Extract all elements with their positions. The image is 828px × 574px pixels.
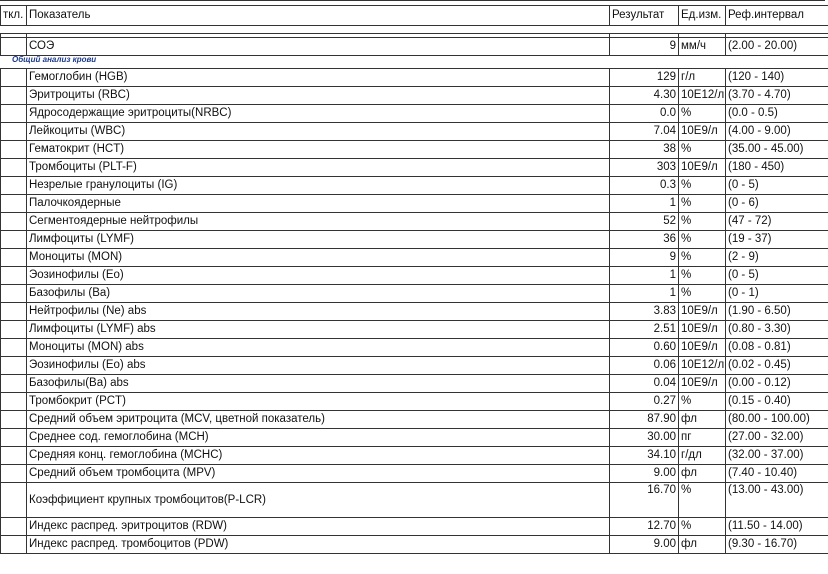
header-result: Результат bbox=[610, 6, 679, 26]
table-row bbox=[1, 123, 828, 141]
row-name: Лимфоциты (LYMF) abs bbox=[27, 321, 610, 339]
row-ref: (7.40 - 10.40) bbox=[726, 465, 828, 483]
table-row bbox=[1, 321, 828, 339]
row-result: 87.90 bbox=[610, 411, 679, 429]
row-name: Гематокрит (HCT) bbox=[27, 141, 610, 159]
row-unit: мм/ч bbox=[679, 38, 726, 56]
row-ref: (47 - 72) bbox=[726, 213, 828, 231]
row-code bbox=[1, 321, 27, 339]
table-row bbox=[1, 141, 828, 159]
row-code bbox=[1, 536, 27, 554]
row-unit: 10E9/л bbox=[679, 123, 726, 141]
table-row bbox=[1, 357, 828, 375]
row-result: 9 bbox=[610, 249, 679, 267]
row-result: 9 bbox=[610, 38, 679, 56]
row-ref: (13.00 - 43.00) bbox=[726, 483, 828, 518]
table-row bbox=[1, 105, 828, 123]
row-code bbox=[1, 231, 27, 249]
row-name: Моноциты (MON) abs bbox=[27, 339, 610, 357]
row-name: Базофилы (Ba) bbox=[27, 285, 610, 303]
section-title: Общий анализ крови bbox=[12, 55, 97, 64]
row-result: 30.00 bbox=[610, 429, 679, 447]
row-result: 52 bbox=[610, 213, 679, 231]
table-row bbox=[1, 249, 828, 267]
row-name: Ядросодержащие эритроциты(NRBC) bbox=[27, 105, 610, 123]
header-row bbox=[1, 6, 828, 26]
table-row bbox=[1, 447, 828, 465]
row-ref: (120 - 140) bbox=[726, 69, 828, 87]
row-code bbox=[1, 69, 27, 87]
row-ref: (0 - 6) bbox=[726, 195, 828, 213]
row-code bbox=[1, 177, 27, 195]
row-result: 1 bbox=[610, 285, 679, 303]
table-row bbox=[1, 195, 828, 213]
table-row bbox=[1, 429, 828, 447]
esr-table bbox=[0, 33, 828, 56]
row-result: 36 bbox=[610, 231, 679, 249]
row-unit: фл bbox=[679, 465, 726, 483]
row-ref: (0.80 - 3.30) bbox=[726, 321, 828, 339]
row-unit: % bbox=[679, 177, 726, 195]
row-result: 9.00 bbox=[610, 465, 679, 483]
top-rule bbox=[0, 0, 825, 1]
row-name: Тромбокрит (PCT) bbox=[27, 393, 610, 411]
table-row bbox=[1, 87, 828, 105]
table-row bbox=[1, 393, 828, 411]
row-code bbox=[1, 267, 27, 285]
row-code bbox=[1, 339, 27, 357]
row-name: Индекс распред. тромбоцитов (PDW) bbox=[27, 536, 610, 554]
row-result: 0.04 bbox=[610, 375, 679, 393]
table-row bbox=[1, 69, 828, 87]
row-ref: (0 - 5) bbox=[726, 267, 828, 285]
row-result: 303 bbox=[610, 159, 679, 177]
row-code bbox=[1, 518, 27, 536]
row-ref: (0.00 - 0.12) bbox=[726, 375, 828, 393]
row-name: Индекс распред. эритроцитов (RDW) bbox=[27, 518, 610, 536]
row-name: Эритроциты (RBC) bbox=[27, 87, 610, 105]
row-ref: (32.00 - 37.00) bbox=[726, 447, 828, 465]
row-unit: % bbox=[679, 141, 726, 159]
table-row bbox=[1, 177, 828, 195]
cbc-table bbox=[0, 68, 828, 554]
row-result: 9.00 bbox=[610, 536, 679, 554]
row-unit: 10E12/л bbox=[679, 87, 726, 105]
row-name: Тромбоциты (PLT-F) bbox=[27, 159, 610, 177]
row-result: 16.70 bbox=[610, 483, 679, 518]
row-result: 0.60 bbox=[610, 339, 679, 357]
row-ref: (0.02 - 0.45) bbox=[726, 357, 828, 375]
row-ref: (180 - 450) bbox=[726, 159, 828, 177]
cbc-body bbox=[1, 69, 828, 554]
row-ref: (2.00 - 20.00) bbox=[726, 38, 828, 56]
row-unit: фл bbox=[679, 536, 726, 554]
row-name: Нейтрофилы (Ne) abs bbox=[27, 303, 610, 321]
row-name: Незрелые гранулоциты (IG) bbox=[27, 177, 610, 195]
row-code bbox=[1, 159, 27, 177]
row-ref: (2 - 9) bbox=[726, 249, 828, 267]
row-ref: (0 - 1) bbox=[726, 285, 828, 303]
row-unit: 10E9/л bbox=[679, 159, 726, 177]
row-code bbox=[1, 357, 27, 375]
row-name: Сегментоядерные нейтрофилы bbox=[27, 213, 610, 231]
row-result: 12.70 bbox=[610, 518, 679, 536]
row-ref: (3.70 - 4.70) bbox=[726, 87, 828, 105]
row-ref: (11.50 - 14.00) bbox=[726, 518, 828, 536]
row-result: 0.06 bbox=[610, 357, 679, 375]
row-name: Лейкоциты (WBC) bbox=[27, 123, 610, 141]
row-code bbox=[1, 447, 27, 465]
table-row bbox=[1, 536, 828, 554]
row-result: 0.27 bbox=[610, 393, 679, 411]
row-ref: (9.30 - 16.70) bbox=[726, 536, 828, 554]
row-unit: 10E9/л bbox=[679, 375, 726, 393]
row-name: СОЭ bbox=[27, 38, 610, 56]
row-code bbox=[1, 195, 27, 213]
row-result: 2.51 bbox=[610, 321, 679, 339]
row-name: Коэффициент крупных тромбоцитов(P-LCR) bbox=[27, 483, 610, 518]
table-row bbox=[1, 411, 828, 429]
row-name: Среднее сод. гемоглобина (MCH) bbox=[27, 429, 610, 447]
table-row bbox=[1, 159, 828, 177]
row-unit: 10E9/л bbox=[679, 321, 726, 339]
row-unit: 10E9/л bbox=[679, 339, 726, 357]
row-result: 1 bbox=[610, 195, 679, 213]
row-code bbox=[1, 483, 27, 518]
table-row bbox=[1, 285, 828, 303]
row-code bbox=[1, 213, 27, 231]
table-row bbox=[1, 375, 828, 393]
row-result: 38 bbox=[610, 141, 679, 159]
row-result: 129 bbox=[610, 69, 679, 87]
row-unit: % bbox=[679, 518, 726, 536]
row-unit: % bbox=[679, 483, 726, 518]
row-code bbox=[1, 141, 27, 159]
row-name: Средний объем эритроцита (MCV, цветной показатель) bbox=[27, 411, 610, 429]
header-name: Показатель bbox=[27, 6, 610, 26]
row-name: Моноциты (MON) bbox=[27, 249, 610, 267]
header-code: ткл. bbox=[1, 6, 27, 26]
row-name: Эозинофилы (Eo) bbox=[27, 267, 610, 285]
row-ref: (0.0 - 0.5) bbox=[726, 105, 828, 123]
row-name: Базофилы(Ba) abs bbox=[27, 375, 610, 393]
row-unit: г/дл bbox=[679, 447, 726, 465]
table-row bbox=[1, 303, 828, 321]
table-row bbox=[1, 267, 828, 285]
table-row bbox=[1, 518, 828, 536]
row-result: 1 bbox=[610, 267, 679, 285]
row-unit: пг bbox=[679, 429, 726, 447]
table-row bbox=[1, 465, 828, 483]
row-code bbox=[1, 38, 27, 56]
row-unit: % bbox=[679, 249, 726, 267]
row-code bbox=[1, 105, 27, 123]
table-row bbox=[1, 213, 828, 231]
row-unit: 10E9/л bbox=[679, 303, 726, 321]
row-result: 4.30 bbox=[610, 87, 679, 105]
row-ref: (1.90 - 6.50) bbox=[726, 303, 828, 321]
row-ref: (27.00 - 32.00) bbox=[726, 429, 828, 447]
row-unit: % bbox=[679, 105, 726, 123]
row-unit: % bbox=[679, 231, 726, 249]
row-code bbox=[1, 465, 27, 483]
row-unit: % bbox=[679, 213, 726, 231]
row-result: 34.10 bbox=[610, 447, 679, 465]
row-code bbox=[1, 249, 27, 267]
row-unit: % bbox=[679, 285, 726, 303]
row-name: Гемоглобин (HGB) bbox=[27, 69, 610, 87]
row-ref: (0.08 - 0.81) bbox=[726, 339, 828, 357]
row-code bbox=[1, 375, 27, 393]
row-code bbox=[1, 303, 27, 321]
row-ref: (0 - 5) bbox=[726, 177, 828, 195]
table-row bbox=[1, 339, 828, 357]
row-unit: % bbox=[679, 393, 726, 411]
row-ref: (19 - 37) bbox=[726, 231, 828, 249]
row-result: 0.0 bbox=[610, 105, 679, 123]
row-code bbox=[1, 285, 27, 303]
row-ref: (80.00 - 100.00) bbox=[726, 411, 828, 429]
row-code bbox=[1, 393, 27, 411]
row-result: 0.3 bbox=[610, 177, 679, 195]
row-ref: (4.00 - 9.00) bbox=[726, 123, 828, 141]
row-result: 3.83 bbox=[610, 303, 679, 321]
row-unit: г/л bbox=[679, 69, 726, 87]
table-row bbox=[1, 483, 828, 518]
row-ref: (0.15 - 0.40) bbox=[726, 393, 828, 411]
row-name: Средний объем тромбоцита (MPV) bbox=[27, 465, 610, 483]
row-code bbox=[1, 429, 27, 447]
header-row-table bbox=[0, 5, 828, 26]
row-ref: (35.00 - 45.00) bbox=[726, 141, 828, 159]
row-code bbox=[1, 87, 27, 105]
row-name: Палочкоядерные bbox=[27, 195, 610, 213]
header-ref: Реф.интервал bbox=[726, 6, 828, 26]
row-result: 7.04 bbox=[610, 123, 679, 141]
row-code bbox=[1, 411, 27, 429]
row-unit: % bbox=[679, 267, 726, 285]
row-unit: 10E12/л bbox=[679, 357, 726, 375]
row-name: Эозинофилы (Eo) abs bbox=[27, 357, 610, 375]
row-name: Средняя конц. гемоглобина (MCHC) bbox=[27, 447, 610, 465]
header-unit: Ед.изм. bbox=[679, 6, 726, 26]
row-unit: % bbox=[679, 195, 726, 213]
table-row bbox=[1, 38, 828, 56]
row-code bbox=[1, 123, 27, 141]
table-row bbox=[1, 231, 828, 249]
row-name: Лимфоциты (LYMF) bbox=[27, 231, 610, 249]
row-unit: фл bbox=[679, 411, 726, 429]
